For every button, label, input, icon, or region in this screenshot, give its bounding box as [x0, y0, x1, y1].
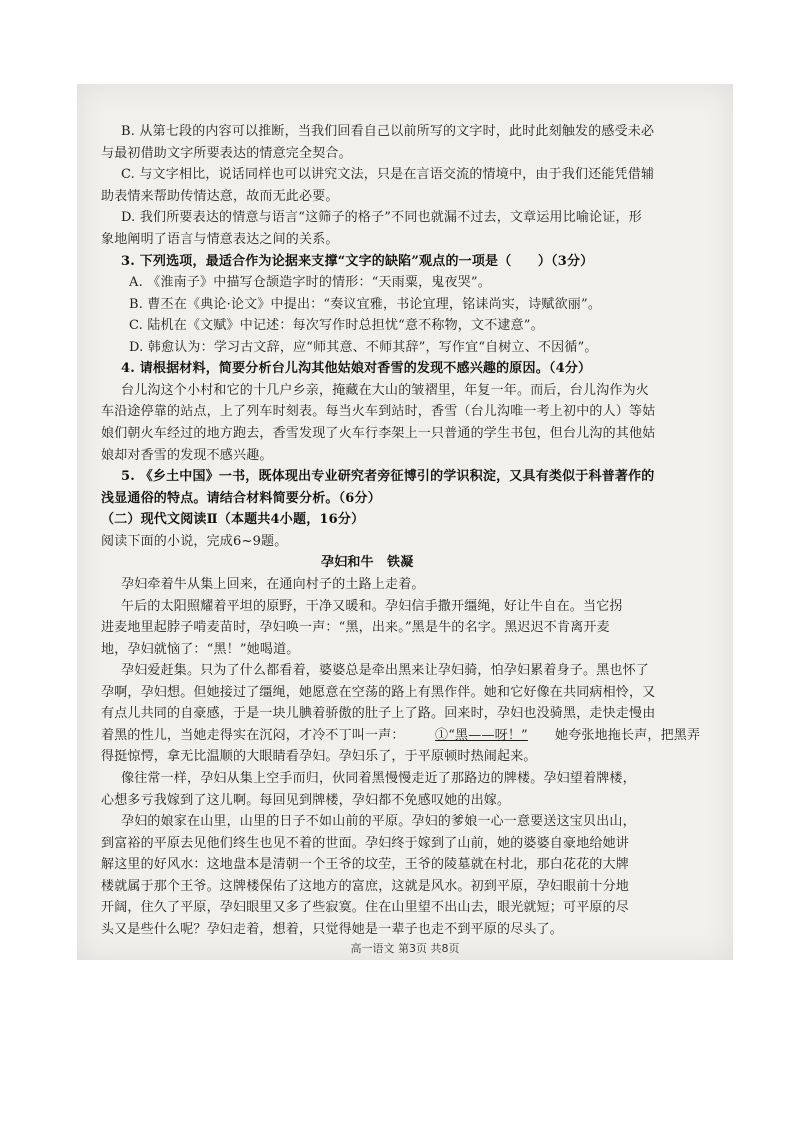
text-line: C. 与文字相比，说话同样也可以讲究文法，只是在言语交流的情境中，由于我们还能凭借辅 [121, 167, 655, 182]
text-line: 着黑的性儿，当她走得实在沉闷，才冷不丁叫一声： [101, 728, 405, 743]
page-footer: 高一语文 第3页 共8页 [350, 942, 460, 955]
text-line: 3. 下列选项，最适合作为论据来支撑“文字的缺陷”观点的一项是（ ）（3分） [121, 254, 594, 269]
text-line: 4. 请根据材料，简要分析台儿沟其他姑娘对香雪的发现不感兴趣的原因。（4分） [121, 361, 592, 376]
text-line: 台儿沟这个小村和它的十几户乡亲，掩藏在大山的皱褶里，年复一年。而后，台儿沟作为火 [121, 383, 650, 398]
text-line: 与最初借助文字所要表达的情意完全契合。 [101, 146, 352, 161]
text-line: 助表情来帮助传情达意，故而无此必要。 [101, 189, 339, 204]
text-line: B. 从第七段的内容可以推断，当我们回看自己以前所写的文字时，此时此刻触发的感受未必 [121, 124, 655, 139]
text-line: D. 韩愈认为：学习古文辞，应“师其意、不师其辞”，写作宜“自树立、不因循”。 [129, 340, 598, 355]
text-line: 娘却对香雪的发现不感兴趣。 [101, 448, 273, 463]
text-line: 得挺惊愕，拿无比温顺的大眼睛看孕妇。孕妇乐了，于平原顿时热闹起来。 [101, 749, 537, 764]
text-line: 进麦地里起脖子啃麦苗时，孕妇唤一声：“黑，出来。”黑是牛的名字。黑迟迟不肯离开麦 [101, 620, 610, 635]
text-line: 有点儿共同的自豪感，于是一块儿腆着骄傲的肚子上了路。回来时，孕妇也没骑黑，走快走慢由 [101, 706, 656, 721]
text-line: 午后的太阳照耀着平坦的原野，干净又暖和。孕妇信手撒开缰绳，好让牛自在。当它拐 [121, 599, 623, 614]
text-line: 孕妇的娘家在山里，山里的日子不如山前的平原。孕妇的爹娘一心一意要送这宝贝出山， [121, 814, 636, 829]
text-line: ①“黑——呀！” [435, 728, 528, 743]
text-line: 楼就属于那个王爷。这牌楼保佑了这地方的富庶，这就是风水。初到平原，孕妇眼前十分地 [101, 879, 630, 894]
text-line: 头又是些什么呢？孕妇走着，想着，只觉得她是一辈子也走不到平原的尽头了。 [101, 922, 564, 937]
text-line: 到富裕的平原去见他们终生也见不着的世面。孕妇终于嫁到了山前，她的婆婆自豪地给她讲 [101, 836, 630, 851]
text-line: 孕妇牵着牛从集上回来，在通向村子的土路上走着。 [121, 577, 425, 592]
exam-page [77, 84, 733, 960]
text-line: 心想多亏我嫁到了这儿啊。每回见到牌楼，孕妇都不免感叹她的出嫁。 [101, 793, 511, 808]
text-line: 孕妇爱赶集。只为了什么都看着，婆婆总是牵出黑来让孕妇骑，怕孕妇累着身子。黑也怀了 [121, 663, 650, 678]
text-line: 5. 《乡土中国》一书，既体现出专业研究者旁征博引的学识积淀，又具有类似于科普著作的 [121, 469, 655, 484]
text-line: 孕啊，孕妇想。但她接过了缰绳，她愿意在空荡的路上有黑作伴。她和它好像在共同病相怜，又 [101, 685, 656, 700]
text-line: （二）现代文阅读Ⅱ（本题共4小题，16分） [101, 512, 365, 527]
text-line: B. 曹丕在《典论·论文》中提出：“奏议宜雅，书论宜理，铭诔尚实，诗赋欲丽”。 [129, 297, 602, 312]
text-line: 娘们朝火车经过的地方跑去，香雪发现了火车行李架上一只普通的学生书包，但台儿沟的其他姑 [101, 426, 656, 441]
text-line: 开阔，住久了平原，孕妇眼里又多了些寂寞。住在山里望不出山去，眼光就短；可平原的尽 [101, 900, 630, 915]
text-line: D. 我们所要表达的情意与语言“这筛子的格子”不同也就漏不过去，文章运用比喻论证，形 [121, 210, 642, 225]
text-line: 解这里的好风水：这地盘本是清朝一个王爷的坟茔，王爷的陵墓就在村北，那白花花的大牌 [101, 857, 630, 872]
text-line: 车沿途停靠的站点，上了列车时刻表。每当火车到站时，香雪（台儿沟唯一考上初中的人）等姑 [101, 404, 656, 419]
text-line: C. 陆机在《文赋》中记述：每次写作时总担忧“意不称物，文不逮意”。 [129, 318, 544, 333]
text-line: 象地阐明了语言与情意表达之间的关系。 [101, 232, 339, 247]
text-line: 孕妇和牛 铁凝 [321, 555, 414, 570]
text-line: 浅显通俗的特点。请结合材料简要分析。（6分） [101, 491, 381, 506]
text-line: 阅读下面的小说，完成6~9题。 [101, 534, 288, 549]
text-line: 她夸张地拖长声，把黑弄 [555, 728, 701, 743]
text-line: A. 《淮南子》中描写仓颉造字时的情形：“天雨粟，鬼夜哭”。 [129, 275, 491, 290]
text-line: 像往常一样，孕妇从集上空手而归，伙同着黑慢慢走近了那路边的牌楼。孕妇望着牌楼， [121, 771, 636, 786]
text-line: 地，孕妇就恼了：“黑！”她喝道。 [101, 642, 300, 657]
